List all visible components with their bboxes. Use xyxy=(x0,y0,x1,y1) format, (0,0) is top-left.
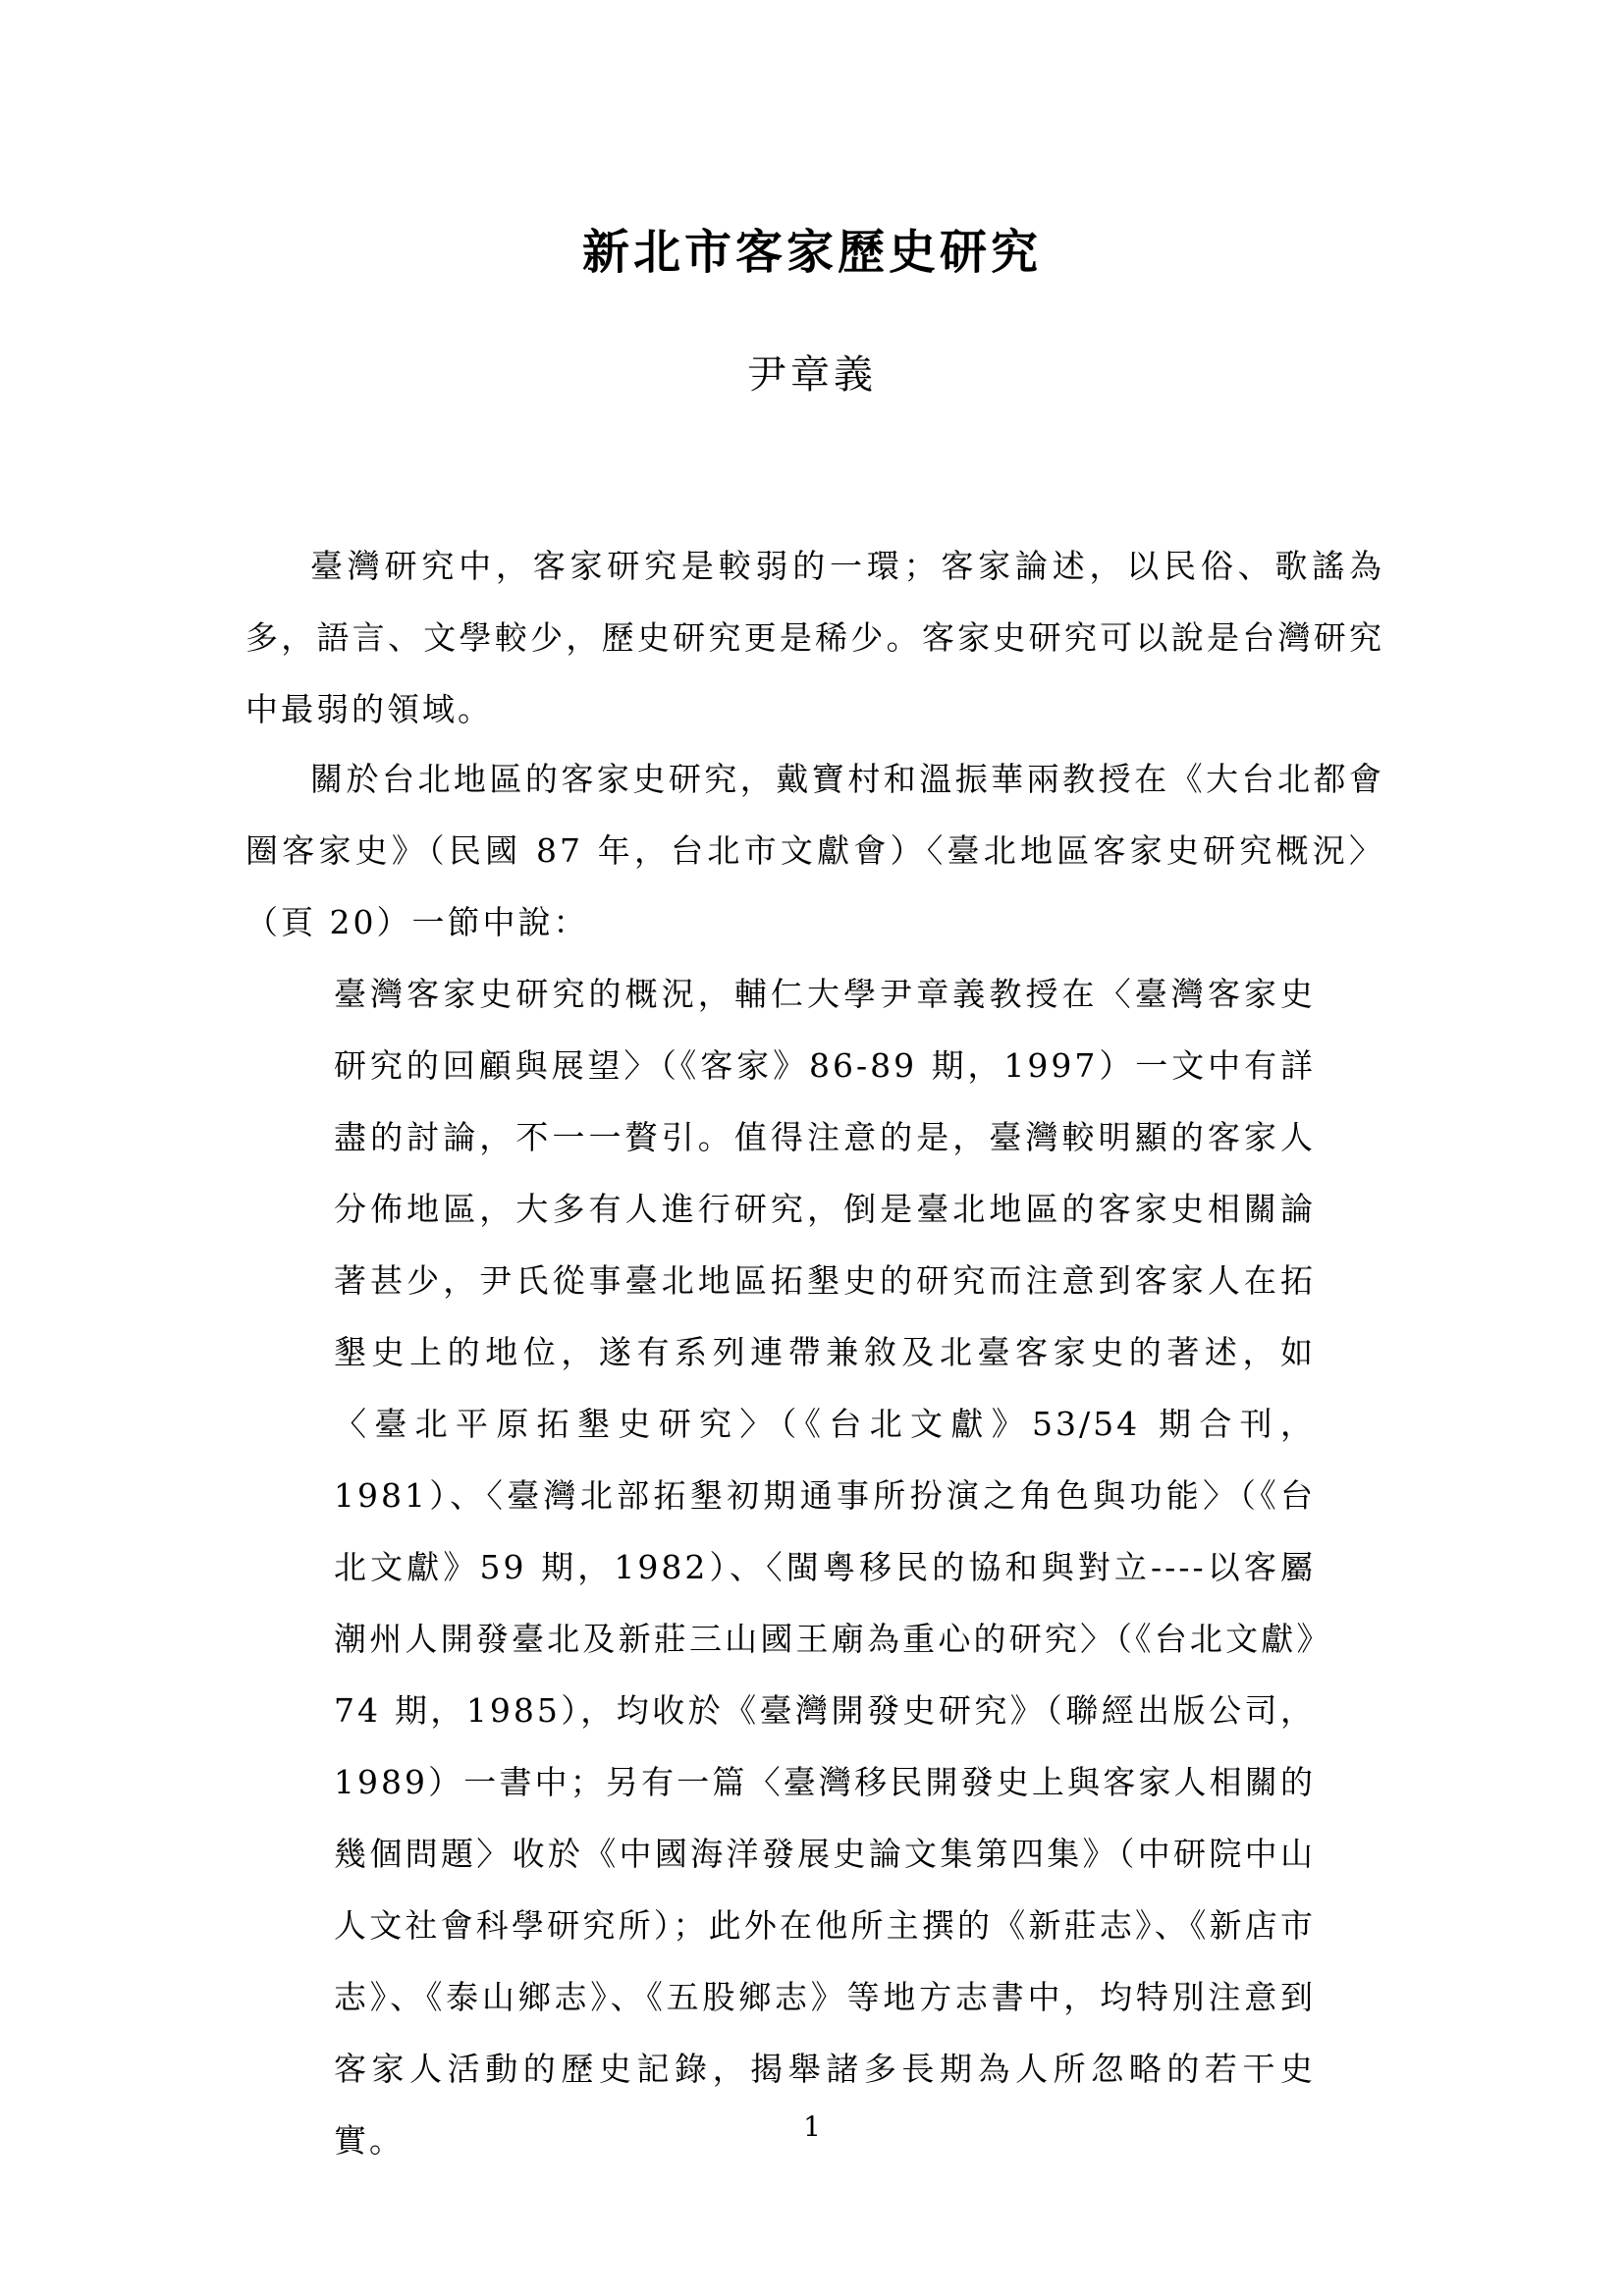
paragraph-2: 關於台北地區的客家史研究，戴寶村和溫振華兩教授在《大台北都會圈客家史》（民國 87 年，台北市文獻會）〈臺北地區客家史研究概況〉（頁 20）一節中說： xyxy=(245,760,1384,941)
block-quote: 臺灣客家史研究的概況，輔仁大學尹章義教授在〈臺灣客家史研究的回顧與展望〉（《客家》86-89 期，1997）一文中有詳盡的討論，不一一贅引。值得注意的是，臺灣較明顯的客家人分佈地區，大多有人進行研究，倒是臺北地區的客家史相關論著甚少，尹氏從事臺北地區拓墾史的研究而注意到客家人在拓墾史上的地位，遂有系列連帶兼敘及北臺客家史的著述，如〈臺北平原拓墾史研究〉（《台北文獻》53/54 期合刊，1981）、〈臺灣北部拓墾初期通事所扮演之角色與功能〉（《台北文獻》59 期，1982）、〈閩粵移民的協和與對立----以客屬潮州人開發臺北及新莊三山國王廟為重心的研究〉（《台北文獻》74 期，1985），均收於《臺灣開發史研究》（聯經出版公司，1989）一書中；另有一篇〈臺灣移民開發史上與客家人相關的幾個問題〉收於《中國海洋發展史論文集第四集》（中研院中山人文社會科學研究所）；此外在他所主撰的《新莊志》、《新店市志》、《泰山鄉志》、《五股鄉志》等地方志書中，均特別注意到客家人活動的歷史記錄，揭舉諸多長期為人所忽略的若干史實。 xyxy=(334,975,1316,2160)
document-title: 新北市客家歷史研究 xyxy=(581,225,1042,280)
paragraph-1: 臺灣研究中，客家研究是較弱的一環；客家論述，以民俗、歌謠為多，語言、文學較少，歷史研究更是稀少。客家史研究可以說是台灣研究中最弱的領域。 xyxy=(245,547,1384,728)
page-number: 1 xyxy=(803,2110,821,2143)
document-author: 尹章義 xyxy=(747,352,877,398)
